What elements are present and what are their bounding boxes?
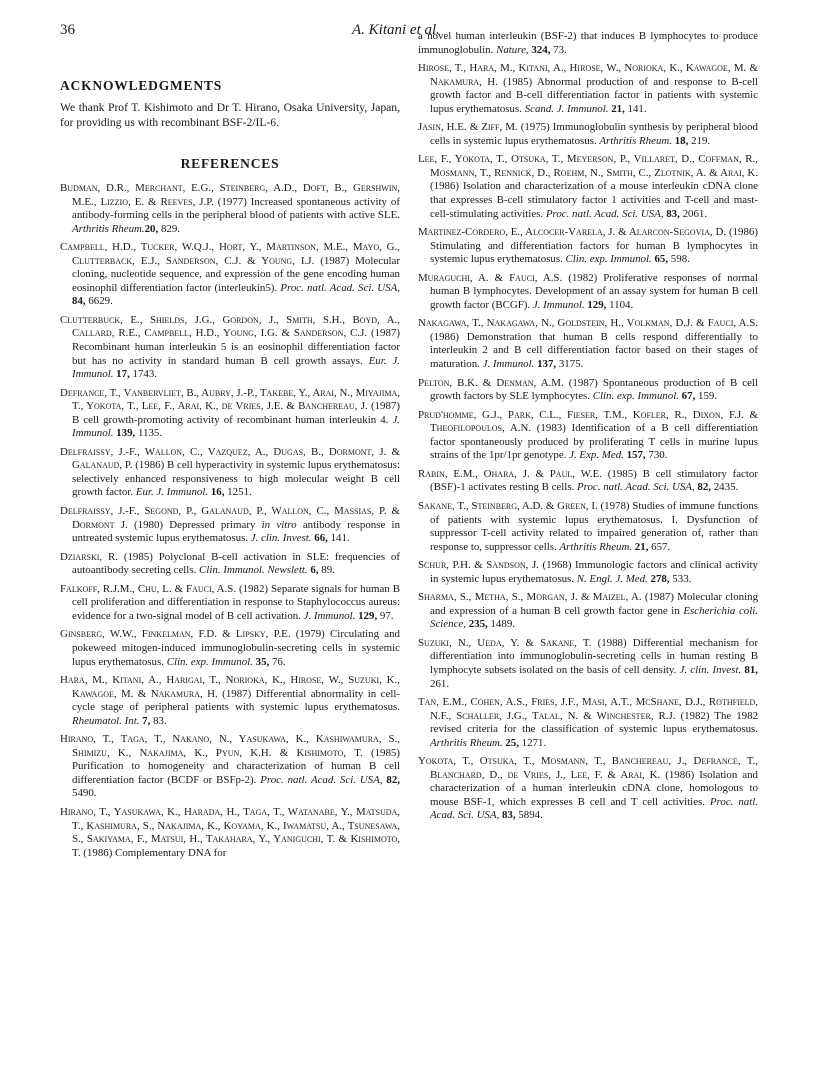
ref-authors: Schur, P.H. & Sandson, J.	[418, 559, 539, 572]
ref-text: (1988) Differential mechanism for differentiation into immunoglobulin-secreting cells in human resting B lymphocyte subsets isolated on the basis of cell density.	[430, 636, 759, 676]
ref-text: (1985) Abnormal production of and response to B-cell growth factor and B-cell differentiation factor in patients with systemic lupus erythematosus.	[430, 75, 759, 115]
ref-volume: 18,	[672, 134, 689, 147]
ref-text: (1982) Separate signals for human B cell proliferation and differentiation in response to Staphylococcus aureus: evidence for a two-signal model of B cell activation.	[72, 582, 401, 622]
ref-journal: J. Immunol.	[72, 413, 400, 440]
ref-pages: 1743.	[129, 368, 158, 381]
ref-text: (1986) Isolation and characterization of a human interleukin cDNA clone, homologous to mouse BSF-1, which expresses B cell and T cell activities.	[430, 768, 758, 808]
ref-text: (1985) Purification to homogeneity and characterization of human B cell differentiation factor (BCDF or BSFp-2).	[72, 746, 400, 786]
ref-volume: 25,	[502, 736, 519, 749]
ref-authors: Hirano, T., Taga, T., Nakano, N., Yasukawa, K., Kashiwamura, S., Shimizu, K., Nakajima, K., Pyun, K.H. & Kishimoto, T.	[60, 733, 400, 759]
ref-pages: 1135.	[135, 427, 163, 440]
reference-entry	[418, 226, 758, 267]
reference-entry	[418, 696, 758, 750]
ref-journal: Rheumatol. Int.	[72, 714, 140, 727]
ref-pages: 261.	[430, 677, 450, 690]
ref-text: (1982) Proliferative responses of normal human B lymphocytes. Development of an assay system for human B cell growth factor (BCGF).	[430, 271, 758, 311]
ref-journal: J. clin. Invest.	[679, 663, 742, 676]
ref-pages: 5894.	[515, 809, 543, 822]
ref-pages: 89.	[318, 564, 335, 577]
ref-pages: 598.	[668, 253, 690, 266]
reference-entry	[60, 806, 400, 860]
ref-text: (1986) Stimulating and differentiation factors for human B lymphocytes in systemic lupus erythematosus.	[430, 226, 759, 266]
ref-pages: 76.	[269, 655, 286, 668]
ref-text: (1987) B cell growth-promoting activity of recombinant human interleukin 4.	[72, 400, 400, 426]
references-title: REFERENCES	[180, 156, 280, 171]
ref-authors: Lee, F., Yokota, T., Otsuka, T., Meyerson, P., Villaret, D., Coffman, R., Mosmann, T., Rennick, D., Roehm, N., Smith, C., Zlotnik, A. & Arai, K.	[418, 153, 758, 179]
reference-entry	[60, 241, 400, 309]
ref-text: (1986) B cell hyperactivity in systemic lupus erythematosus: selectively enhanced responsiveness to high molecular weight B cell growth factor.	[72, 459, 401, 499]
reference-list-right	[418, 62, 758, 823]
ref-authors: Ginsberg, W.W., Finkelman, F.D. & Lipsky, P.E.	[60, 628, 291, 641]
ref-journal: Proc. natl. Acad. Sci. USA,	[577, 481, 695, 494]
ref-pages: 1104.	[606, 298, 634, 311]
ref-pages: 1489.	[487, 618, 515, 631]
ref-volume: 83,	[663, 207, 680, 220]
ref-pages: 2061.	[679, 207, 708, 220]
reference-entry	[60, 551, 400, 578]
ref-pages: 83.	[150, 714, 167, 727]
ref-journal: J. Immunol.	[303, 609, 356, 622]
ref-volume: 82,	[694, 481, 712, 494]
ref-journal: Proc. natl. Acad. Sci. USA,	[545, 207, 664, 220]
ref-journal: Arthritis Rheum.	[72, 222, 145, 235]
ref-volume: 83,	[499, 809, 516, 822]
ref-text: (1986) Isolation and characterization of a mouse interleukin cDNA clone that expresses B-cell stimulatory factor 1 activities and T-cell and mast-cell-stimulating activities.	[430, 180, 758, 220]
ref-text: (1968) Immunologic factors and clinical activity in systemic lupus erythematosus.	[430, 559, 758, 585]
ref-pages: 657.	[648, 540, 671, 553]
ref-text: (1985) B cell stimulatory factor (BSF)-1 activates resting B cells.	[430, 467, 758, 494]
ref-pages: 5490.	[72, 787, 97, 800]
reference-entry	[418, 62, 758, 116]
ref-text: (1979) Circulating and pokeweed mitogen-induced immunoglobulin-secreting cells in systemic lupus erythematosus.	[72, 628, 400, 668]
ref-authors: Jasin, H.E. & Ziff, M.	[418, 121, 518, 134]
page-number: 36	[60, 22, 75, 38]
ref-volume: 21,	[608, 102, 625, 115]
ref-text: (1975) Immunoglobulin synthesis by peripheral blood cells in systemic lupus erythematosus.	[430, 121, 758, 147]
ref-journal: Proc. natl. Acad. Sci. USA,	[430, 795, 758, 822]
reference-entry	[60, 314, 400, 382]
ref-pages: 829.	[158, 222, 181, 235]
ref-pages: 730.	[645, 449, 668, 462]
ref-volume: 7,	[139, 714, 151, 727]
ref-text: (1985) Polyclonal B-cell activation in SLE: frequencies of autoantibody secreting cells.	[72, 550, 400, 577]
ref-authors: Martinez-Cordero, E., Alcocer-Varela, J. & Alarcon-Segovia, D.	[418, 226, 727, 239]
ref-authors: Delfraissy, J.-F., Segond, P., Galanaud, P., Wallon, C., Massias, P. & Dormont J.	[60, 505, 400, 531]
ref-journal: Clin. exp. Immunol.	[565, 253, 652, 266]
ref-journal: N. Engl. J. Med.	[576, 572, 648, 585]
running-head: A. Kitani et al.	[352, 22, 440, 38]
ref-authors: Budman, D.R., Merchant, E.G., Steinberg, A.D., Doft, B., Gershwin, M.E., Lizzio, E. & Reeves, J.P.	[60, 182, 400, 208]
ref-pages: 219.	[688, 134, 711, 147]
right-column	[418, 30, 758, 828]
ref-authors: Suzuki, N., Ueda, Y. & Sakane, T.	[418, 636, 592, 649]
reference-entry	[418, 272, 758, 313]
reference-entry	[60, 583, 400, 624]
acknowledgments-title: ACKNOWLEDGMENTS	[60, 78, 223, 93]
ref-journal: Eur. J. Immunol.	[72, 354, 400, 381]
reference-entry	[60, 628, 400, 669]
ref-volume: 17,	[113, 368, 130, 381]
reference-continuation	[418, 30, 758, 57]
ref-authors: Yokota, T., Otsuka, T., Mosmann, T., Banchereau, J., Defrance, T., Blanchard, D., de Vries, J., Lee, F. & Arai, K.	[418, 755, 758, 781]
reference-entry	[418, 121, 758, 148]
ref-authors: Muraguchi, A. & Fauci, A.S.	[418, 271, 563, 284]
ref-volume: 35,	[252, 655, 270, 668]
ref-text: (1987) Spontaneous production of B cell growth factors by SLE lymphocytes.	[430, 376, 758, 403]
ref-journal: in vitro	[261, 518, 297, 531]
ref-journal: Scand. J. Immunol.	[524, 102, 609, 115]
reference-entry	[60, 387, 400, 441]
ref-volume: 139,	[113, 427, 136, 440]
ref-text: (1978) Studies of immune functions of patients with systemic lupus erythematosus. I. Dysfunction of suppressor T-cell activity related to impaired generation of, rather than response to, suppressor cells.	[430, 499, 758, 553]
ref-volume: 129,	[355, 609, 378, 622]
ref-authors: Rabin, E.M., Ohara, J. & Paul, W.E.	[418, 467, 602, 480]
ref-journal: Escherichia coli. Science,	[430, 604, 758, 631]
ref-volume: 67,	[678, 390, 696, 403]
left-column	[60, 78, 400, 865]
ref-authors: Dziarski, R.	[60, 550, 118, 563]
reference-entry	[60, 733, 400, 801]
ref-text: (1987) Recombinant human interleukin 5 is an eosinophil differentiation factor but has no activity in standard human B cell growth assays.	[72, 327, 400, 367]
ref-pages: 2435.	[711, 481, 739, 494]
ref-text: (1986) Complementary DNA for	[80, 846, 227, 859]
ref-authors: Hirano, T., Yasukawa, K., Harada, H., Taga, T., Watanabe, Y., Matsuda, T., Kashimura, S., Nakajima, K., Koyama, K., Iwamatsu, A., Tsunesawa, S., Sakiyama, F., Matsui, H., Takahara, Y., Yaniguchi, T. & Kishimoto, T.	[60, 805, 400, 859]
ref-volume: 82,	[382, 773, 400, 786]
ref-journal: J. Immunol.	[532, 298, 585, 311]
ref-text: (1986) Demonstration that human B cells respond differentially to interleukin 2 and B cell differentiation factor based on their stages of maturation.	[430, 330, 758, 371]
ref-volume: 65,	[651, 253, 669, 266]
ref-journal: Clin. exp. Immunol.	[592, 390, 679, 403]
ref-journal: Proc. natl. Acad. Sci. USA,	[260, 773, 383, 786]
reference-entry	[60, 182, 400, 236]
ref-authors: Clutterbuck, E., Shields, J.G., Gordon, J., Smith, S.H., Boyd, A., Callard, R.E., Campbell, H.D., Young, I.G. & Sanderson, C.J.	[60, 313, 400, 340]
reference-entry	[60, 674, 400, 728]
reference-entry	[60, 505, 400, 546]
reference-list-left	[60, 182, 400, 860]
ref-journal: Proc. natl. Acad. Sci. USA,	[280, 281, 400, 294]
ref-journal: Arthritis Rheum.	[430, 736, 503, 749]
reference-entry	[418, 409, 758, 463]
ref-volume: 278,	[647, 572, 670, 585]
ref-journal: J. clin. Invest.	[250, 532, 312, 545]
ref-pages: 73.	[550, 43, 567, 56]
reference-entry	[418, 153, 758, 221]
ref-authors: Falkoff, R.J.M., Chu, L. & Fauci, A.S.	[60, 582, 237, 595]
ref-pages: 141.	[327, 532, 350, 545]
ref-authors: Prud'homme, G.J., Park, C.L., Fieser, T.M., Kofler, R., Dixon, F.J. & Theofilopoulos, A.N.	[418, 408, 758, 435]
ref-pages: antibody response in untreated systemic lupus erythematosus.	[72, 518, 401, 545]
reference-entry	[418, 317, 758, 371]
ref-pages: 159.	[695, 390, 718, 403]
ref-pages: 3175.	[556, 358, 584, 371]
ref-authors: Hara, M., Kitani, A., Harigai, T., Norioka, K., Hirose, W., Suzuki, K., Kawagoe, M. & Nakamura, H.	[60, 674, 400, 700]
reference-entry	[418, 755, 758, 823]
ref-journal: Clin. exp. Immunol.	[166, 655, 253, 668]
ref-journal: Arthritis Rheum.	[599, 134, 672, 147]
ref-authors: Defrance, T., Vanbervliet, B., Aubry, J.-P., Takebe, Y., Arai, N., Miyajima, T., Yokota, T., Lee, F., Arai, K., de Vries, J.E. & Banchereau, J.	[60, 386, 400, 413]
reference-entry	[60, 446, 400, 500]
reference-entry	[418, 377, 758, 404]
ref-journal: Eur. J. Immunol.	[135, 486, 209, 499]
reference-entry	[418, 637, 758, 691]
ref-volume: 16,	[208, 486, 225, 499]
ref-authors: Delfraissy, J.-F., Wallon, C., Vazquez, A., Dugas, B., Dormont, J. & Galanaud, P.	[60, 445, 400, 472]
ref-text: (1987) Differential abnormality in cell-cycle stage of peripheral patients with systemic lupus erythematosus.	[72, 687, 401, 714]
ref-authors: Sharma, S., Metha, S., Morgan, J. & Maizel, A.	[418, 591, 642, 604]
ref-volume: 6,	[307, 564, 319, 577]
reference-entry	[418, 559, 758, 586]
ref-volume: 21,	[632, 540, 649, 553]
ref-pages: 533.	[669, 572, 692, 585]
reference-entry	[418, 500, 758, 554]
ref-journal: J. Immunol.	[482, 358, 535, 371]
ref-volume: 324,	[528, 43, 551, 56]
reference-entry	[418, 591, 758, 632]
ref-text: (1983) Identification of a B cell differentiation factor spontaneously produced by proliferating T cells in murine lupus strains of the 1pr/1pr genotype.	[430, 422, 758, 462]
ref-volume: 81,	[741, 663, 759, 676]
ref-text: (1982) The 1982 revised criteria for the classification of systemic lupus erythematosus.	[430, 709, 759, 736]
ref-volume: 20,	[144, 222, 159, 235]
ref-volume: 157,	[623, 449, 646, 462]
ref-volume: 235,	[465, 618, 488, 631]
ref-authors: Pelton, B.K. & Denman, A.M.	[418, 376, 564, 389]
ref-authors: Tan, E.M., Cohen, A.S., Fries, J.F., Masi, A.T., McShane, D.J., Rothfield, N.F., Schaller, J.G., Talal, N. & Winchester, R.J.	[418, 696, 758, 722]
ref-text: (1977) Increased spontaneous activity of antibody-forming cells in the peripheral blood of patients with active SLE.	[72, 195, 400, 222]
ref-pages: 141.	[624, 102, 647, 115]
acknowledgments-text: We thank Prof T. Kishimoto and Dr T. Hirano, Osaka University, Japan, for providing us with recombinant BSF-2/IL-6.	[60, 101, 400, 129]
ref-volume: 129,	[584, 298, 607, 311]
ref-authors: Campbell, H.D., Tucker, W.Q.J., Hort, Y., Martinson, M.E., Mayo, G., Clutterback, E.J., Sanderson, C.J. & Young, I.J.	[60, 241, 400, 267]
ref-journal: Clin. Immunol. Newslett.	[199, 564, 308, 577]
ref-text: a novel human interleukin (BSF-2) that induces B lymphocytes to produce immunoglobulin.	[418, 30, 758, 56]
ref-pages: 6629.	[85, 295, 113, 308]
ref-authors: Hirose, T., Hara, M., Kitani, A., Hirose, W., Norioka, K., Kawagoe, M. & Nakamura, H.	[418, 62, 758, 88]
ref-pages: 97.	[377, 609, 394, 622]
ref-text: (1987) Molecular cloning, nucleotide sequence, and expression of the gene encoding human eosinophil differentiation factor (interleukin5).	[72, 254, 400, 294]
ref-pages: 1271.	[518, 736, 547, 749]
ref-volume: 66,	[311, 532, 328, 545]
ref-journal: J. Exp. Med.	[569, 449, 624, 462]
ref-volume: 137,	[534, 358, 557, 371]
reference-entry	[418, 468, 758, 495]
ref-text: (1980) Depressed primary	[127, 518, 262, 531]
ref-volume: 84,	[72, 295, 86, 308]
ref-pages: 1251.	[224, 486, 252, 499]
ref-authors: Sakane, T., Steinberg, A.D. & Green, I.	[418, 499, 598, 512]
ref-authors: Nakagawa, T., Nakagawa, N., Goldstein, H., Volkman, D.J. & Fauci, A.S.	[418, 317, 758, 330]
ref-journal: Nature,	[496, 43, 529, 56]
ref-text: (1987) Molecular cloning and expression of a human B cell growth factor gene in	[430, 591, 759, 617]
ref-journal: Arthritis Rheum.	[559, 540, 633, 553]
